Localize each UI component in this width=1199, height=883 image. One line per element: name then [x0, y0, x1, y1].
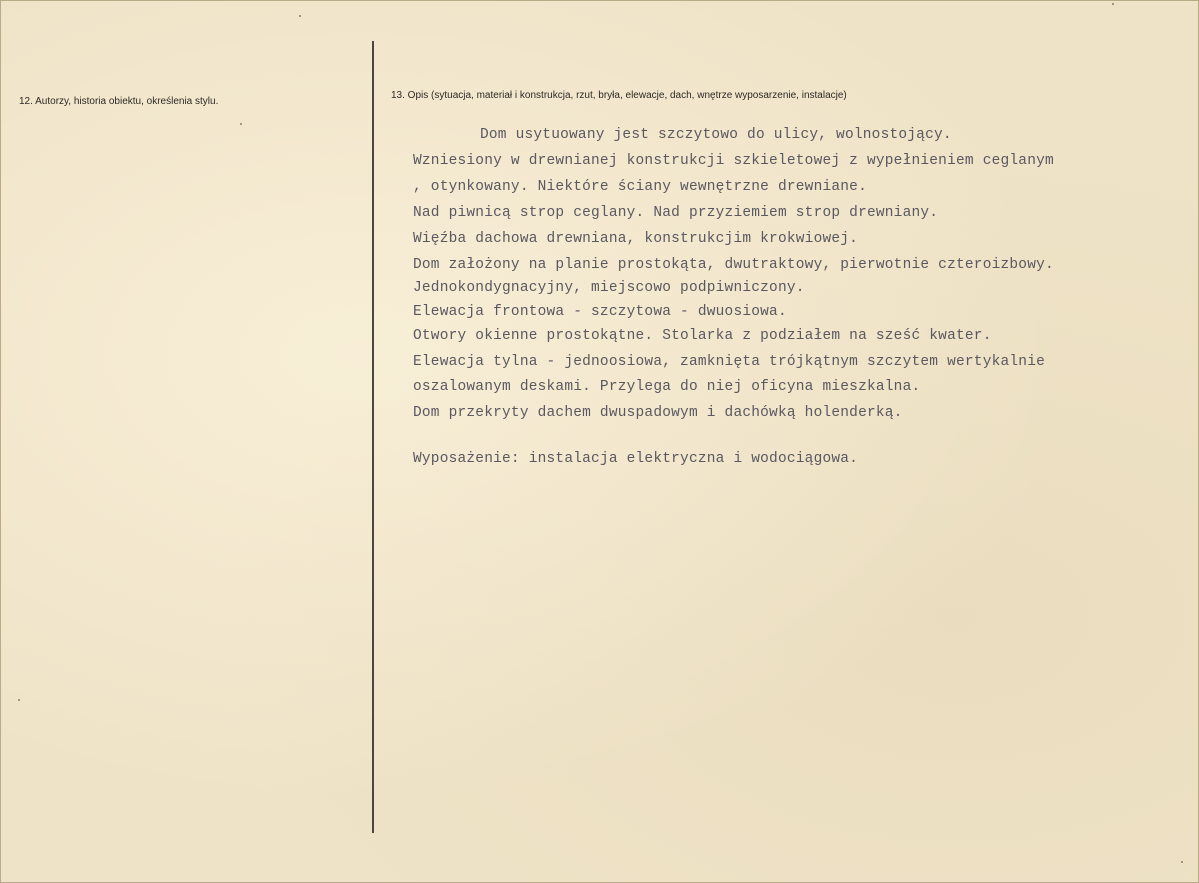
field-12-label: 12. Autorzy, historia obiektu, określenia stylu. [19, 96, 219, 107]
paper-speck [1112, 3, 1114, 5]
description-line-6: Dom założony na planie prostokąta, dwutraktowy, pierwotnie czteroizbowy. [413, 257, 1054, 273]
paper-speck [18, 699, 20, 701]
paper-speck [240, 123, 242, 125]
description-line-5: Więźba dachowa drewniana, konstrukcjim krokwiowej. [413, 231, 859, 247]
description-line-12: Dom przekryty dachem dwuspadowym i dachówką holenderką. [413, 405, 903, 421]
column-divider [372, 41, 374, 833]
description-line-4: Nad piwnicą strop ceglany. Nad przyziemiem strop drewniany. [413, 205, 939, 221]
description-line-8: Elewacja frontowa - szczytowa - dwuosiowa. [413, 304, 787, 320]
paper-speck [1181, 861, 1183, 863]
description-line-1: Dom usytuowany jest szczytowo do ulicy, wolnostojący. [480, 127, 952, 143]
description-line-7: Jednokondygnacyjny, miejscowo podpiwniczony. [413, 280, 805, 296]
description-line-3: , otynkowany. Niektóre ściany wewnętrzne drewniane. [413, 179, 867, 195]
paper-speck [299, 15, 301, 17]
field-13-label: 13. Opis (sytuacja, materiał i konstrukcja, rzut, bryła, elewacje, dach, wnętrze wyposarzenie, instalacje) [391, 90, 847, 101]
description-line-11: oszalowanym deskami. Przylega do niej oficyna mieszkalna. [413, 379, 921, 395]
description-line-10: Elewacja tylna - jednoosiowa, zamknięta trójkątnym szczytem wertykalnie [413, 354, 1046, 370]
description-line-2: Wzniesiony w drewnianej konstrukcji szkieletowej z wypełnieniem ceglanym [413, 153, 1054, 169]
description-line-9: Otwory okienne prostokątne. Stolarka z podziałem na sześć kwater. [413, 328, 992, 344]
equipment-line: Wyposażenie: instalacja elektryczna i wodociągowa. [413, 451, 859, 467]
